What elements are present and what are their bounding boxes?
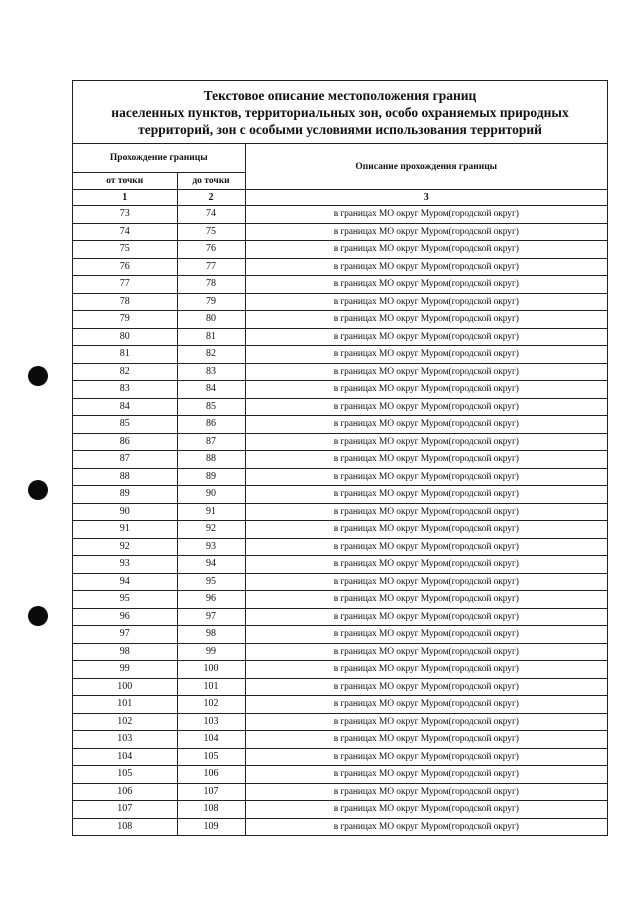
- table-row: [73, 573, 607, 591]
- from-point-cell: 78: [73, 293, 177, 311]
- from-point-cell: 91: [73, 521, 177, 539]
- from-point-cell: 86: [73, 433, 177, 451]
- header-description: Описание прохождения границы: [245, 144, 607, 190]
- punch-hole-bottom: [28, 606, 48, 626]
- from-point-cell: 105: [73, 766, 177, 784]
- table-body: [73, 206, 607, 836]
- from-point-cell: 97: [73, 626, 177, 644]
- description-cell: в границах МО округ Муром(городской округ): [245, 486, 607, 504]
- description-cell: в границах МО округ Муром(городской округ): [245, 223, 607, 241]
- description-cell: в границах МО округ Муром(городской округ): [245, 608, 607, 626]
- table-row: [73, 626, 607, 644]
- to-point-cell: 106: [177, 766, 245, 784]
- to-point-cell: 81: [177, 328, 245, 346]
- from-point-cell: 80: [73, 328, 177, 346]
- table-row: [73, 258, 607, 276]
- table-row: [73, 591, 607, 609]
- to-point-cell: 100: [177, 661, 245, 679]
- to-point-cell: 79: [177, 293, 245, 311]
- to-point-cell: 96: [177, 591, 245, 609]
- description-cell: в границах МО округ Муром(городской округ): [245, 731, 607, 749]
- description-cell: в границах МО округ Муром(городской округ): [245, 381, 607, 399]
- description-cell: в границах МО округ Муром(городской округ): [245, 398, 607, 416]
- to-point-cell: 87: [177, 433, 245, 451]
- to-point-cell: 103: [177, 713, 245, 731]
- description-cell: в границах МО округ Муром(городской округ): [245, 766, 607, 784]
- from-point-cell: 90: [73, 503, 177, 521]
- description-cell: в границах МО округ Муром(городской округ): [245, 416, 607, 434]
- table-row: [73, 556, 607, 574]
- table-row: [73, 328, 607, 346]
- from-point-cell: 99: [73, 661, 177, 679]
- table-row: [73, 486, 607, 504]
- description-cell: в границах МО округ Муром(городской округ): [245, 538, 607, 556]
- table-row: [73, 363, 607, 381]
- to-point-cell: 109: [177, 818, 245, 835]
- description-cell: в границах МО округ Муром(городской округ): [245, 311, 607, 329]
- from-point-cell: 88: [73, 468, 177, 486]
- table-row: [73, 346, 607, 364]
- table-row: [73, 311, 607, 329]
- description-cell: в границах МО округ Муром(городской округ): [245, 346, 607, 364]
- to-point-cell: 99: [177, 643, 245, 661]
- table-row: [73, 276, 607, 294]
- to-point-cell: 77: [177, 258, 245, 276]
- description-cell: в границах МО округ Муром(городской округ): [245, 293, 607, 311]
- from-point-cell: 108: [73, 818, 177, 835]
- table-row: [73, 468, 607, 486]
- from-point-cell: 83: [73, 381, 177, 399]
- description-cell: в границах МО округ Муром(городской округ): [245, 241, 607, 259]
- from-point-cell: 101: [73, 696, 177, 714]
- from-point-cell: 92: [73, 538, 177, 556]
- to-point-cell: 105: [177, 748, 245, 766]
- from-point-cell: 82: [73, 363, 177, 381]
- to-point-cell: 83: [177, 363, 245, 381]
- from-point-cell: 103: [73, 731, 177, 749]
- table-row: [73, 766, 607, 784]
- from-point-cell: 106: [73, 783, 177, 801]
- description-cell: в границах МО округ Муром(городской округ): [245, 748, 607, 766]
- description-cell: в границах МО округ Муром(городской округ): [245, 573, 607, 591]
- description-cell: в границах МО округ Муром(городской округ): [245, 328, 607, 346]
- to-point-cell: 84: [177, 381, 245, 399]
- header-from-point: от точки: [73, 173, 177, 190]
- to-point-cell: 74: [177, 206, 245, 224]
- punch-hole-top: [28, 366, 48, 386]
- to-point-cell: 102: [177, 696, 245, 714]
- table-row: [73, 206, 607, 224]
- description-cell: в границах МО округ Муром(городской округ): [245, 591, 607, 609]
- from-point-cell: 75: [73, 241, 177, 259]
- boundary-table: [73, 144, 607, 835]
- table-row: [73, 293, 607, 311]
- table-row: [73, 521, 607, 539]
- punch-hole-middle: [28, 480, 48, 500]
- from-point-cell: 79: [73, 311, 177, 329]
- to-point-cell: 92: [177, 521, 245, 539]
- to-point-cell: 78: [177, 276, 245, 294]
- table-row: [73, 381, 607, 399]
- description-cell: в границах МО округ Муром(городской округ): [245, 503, 607, 521]
- description-cell: в границах МО округ Муром(городской округ): [245, 661, 607, 679]
- column-number-3: 3: [245, 190, 607, 206]
- description-cell: в границах МО округ Муром(городской округ): [245, 433, 607, 451]
- table-row: [73, 818, 607, 835]
- to-point-cell: 82: [177, 346, 245, 364]
- to-point-cell: 89: [177, 468, 245, 486]
- document-title: [73, 81, 607, 144]
- to-point-cell: 104: [177, 731, 245, 749]
- from-point-cell: 96: [73, 608, 177, 626]
- from-point-cell: 95: [73, 591, 177, 609]
- description-cell: в границах МО округ Муром(городской округ): [245, 713, 607, 731]
- to-point-cell: 93: [177, 538, 245, 556]
- to-point-cell: 98: [177, 626, 245, 644]
- to-point-cell: 91: [177, 503, 245, 521]
- to-point-cell: 75: [177, 223, 245, 241]
- description-cell: в границах МО округ Муром(городской округ): [245, 678, 607, 696]
- description-cell: в границах МО округ Муром(городской округ): [245, 451, 607, 469]
- to-point-cell: 101: [177, 678, 245, 696]
- table-row: [73, 223, 607, 241]
- from-point-cell: 107: [73, 801, 177, 819]
- header-boundary-passage: Прохождение границы: [73, 144, 245, 173]
- description-cell: в границах МО округ Муром(городской округ): [245, 556, 607, 574]
- from-point-cell: 93: [73, 556, 177, 574]
- description-cell: в границах МО округ Муром(городской округ): [245, 801, 607, 819]
- description-cell: в границах МО округ Муром(городской округ): [245, 783, 607, 801]
- description-cell: в границах МО округ Муром(городской округ): [245, 521, 607, 539]
- to-point-cell: 107: [177, 783, 245, 801]
- title-line-2: населенных пунктов, территориальных зон, особо охраняемых природных: [111, 105, 569, 120]
- to-point-cell: 85: [177, 398, 245, 416]
- from-point-cell: 98: [73, 643, 177, 661]
- to-point-cell: 95: [177, 573, 245, 591]
- from-point-cell: 76: [73, 258, 177, 276]
- table-row: [73, 416, 607, 434]
- description-cell: в границах МО округ Муром(городской округ): [245, 276, 607, 294]
- from-point-cell: 102: [73, 713, 177, 731]
- from-point-cell: 77: [73, 276, 177, 294]
- table-row: [73, 398, 607, 416]
- table-row: [73, 783, 607, 801]
- description-cell: в границах МО округ Муром(городской округ): [245, 206, 607, 224]
- table-row: [73, 503, 607, 521]
- title-line-1: Текстовое описание местоположения границ: [203, 88, 477, 103]
- table-row: [73, 748, 607, 766]
- description-cell: в границах МО округ Муром(городской округ): [245, 258, 607, 276]
- table-row: [73, 451, 607, 469]
- table-row: [73, 241, 607, 259]
- description-cell: в границах МО округ Муром(городской округ): [245, 643, 607, 661]
- header-to-point: до точки: [177, 173, 245, 190]
- to-point-cell: 80: [177, 311, 245, 329]
- document-frame: [72, 80, 608, 836]
- table-row: [73, 713, 607, 731]
- table-row: [73, 731, 607, 749]
- description-cell: в границах МО округ Муром(городской округ): [245, 468, 607, 486]
- to-point-cell: 86: [177, 416, 245, 434]
- from-point-cell: 74: [73, 223, 177, 241]
- table-row: [73, 661, 607, 679]
- description-cell: в границах МО округ Муром(городской округ): [245, 818, 607, 835]
- from-point-cell: 84: [73, 398, 177, 416]
- to-point-cell: 90: [177, 486, 245, 504]
- to-point-cell: 76: [177, 241, 245, 259]
- table-row: [73, 643, 607, 661]
- from-point-cell: 94: [73, 573, 177, 591]
- to-point-cell: 88: [177, 451, 245, 469]
- to-point-cell: 108: [177, 801, 245, 819]
- from-point-cell: 85: [73, 416, 177, 434]
- description-cell: в границах МО округ Муром(городской округ): [245, 696, 607, 714]
- table-row: [73, 696, 607, 714]
- from-point-cell: 100: [73, 678, 177, 696]
- from-point-cell: 104: [73, 748, 177, 766]
- to-point-cell: 97: [177, 608, 245, 626]
- table-row: [73, 678, 607, 696]
- from-point-cell: 87: [73, 451, 177, 469]
- table-row: [73, 433, 607, 451]
- from-point-cell: 89: [73, 486, 177, 504]
- column-number-1: 1: [73, 190, 177, 206]
- from-point-cell: 73: [73, 206, 177, 224]
- from-point-cell: 81: [73, 346, 177, 364]
- table-row: [73, 608, 607, 626]
- table-row: [73, 801, 607, 819]
- to-point-cell: 94: [177, 556, 245, 574]
- title-line-3: территорий, зон с особыми условиями использования территорий: [138, 122, 542, 137]
- description-cell: в границах МО округ Муром(городской округ): [245, 626, 607, 644]
- description-cell: в границах МО округ Муром(городской округ): [245, 363, 607, 381]
- table-row: [73, 538, 607, 556]
- column-number-2: 2: [177, 190, 245, 206]
